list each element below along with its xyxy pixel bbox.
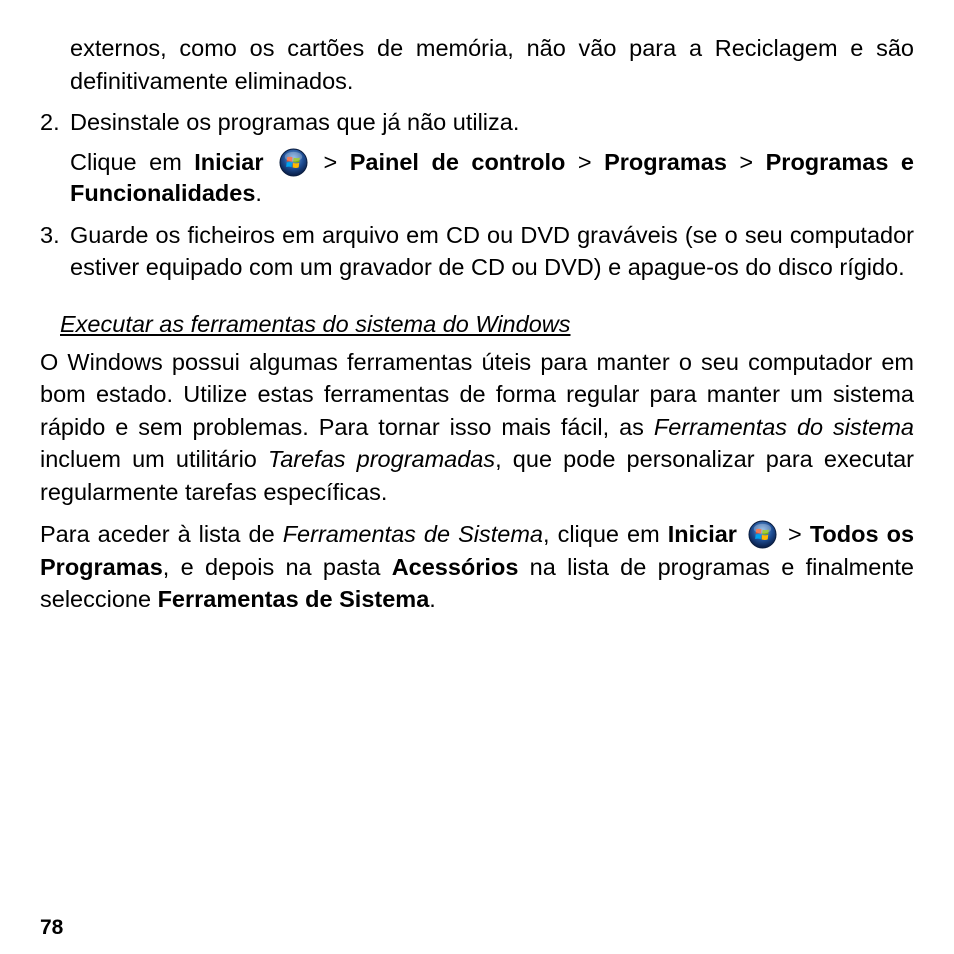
programas-label: Programas (604, 148, 727, 175)
list-number: 3. (40, 221, 60, 248)
ferramentas-de-sistema-label: Ferramentas de Sistema (157, 586, 430, 612)
ferramentas-de-sistema-term: Ferramentas de Sistema (282, 521, 544, 547)
iniciar-label: Iniciar (194, 148, 264, 175)
list-item-text: Desinstale os programas que já não utiliza. (70, 109, 520, 135)
list-item-2 (40, 106, 914, 139)
tarefas-programadas-term: Tarefas programadas (268, 446, 496, 472)
ferramentas-do-sistema-term: Ferramentas do sistema (653, 413, 915, 440)
painel-label: Painel de controlo (349, 148, 566, 175)
iniciar-label: Iniciar (667, 521, 737, 547)
continuation-text: externos, como os cartões de memória, não vão para a Reciclagem e são definitivamente eliminados. (70, 35, 914, 94)
section-heading: Executar as ferramentas do sistema do Windows (60, 310, 571, 337)
windows-start-orb-icon (748, 520, 777, 549)
paragraph-tools: O Windows possui algumas ferramentas úteis para manter o seu computador em bom estado. Utilize estas ferramentas de forma regular para manter um sistema rápido e sem problemas. Para tornar isso mais fácil, as Ferramentas do sistema incluem um utilitário Tarefas programadas, que pode personalizar para executar regularmente tarefas específicas. (40, 348, 915, 505)
page-number: 78 (40, 916, 64, 939)
todos-os-programas-label: Todos os Programas (40, 521, 915, 580)
list-item-3 (40, 219, 914, 284)
acessorios-label: Acessórios (391, 553, 519, 580)
paragraph-continuation (70, 32, 914, 97)
list-number: 2. (40, 109, 60, 135)
windows-start-orb-icon (279, 148, 308, 177)
document-page (40, 32, 914, 616)
list-item-text: Guarde os ficheiros em arquivo em CD ou DVD graváveis (se o seu computador estiver equipado com um gravador de CD ou DVD) e apague-os do disco rígido. (70, 221, 914, 280)
instruction-line: Clique em Iniciar > Painel de controlo > Programas > Programas e Funcionalidades. (70, 148, 914, 206)
paragraph-access: Para aceder à lista de Ferramentas de Sistema, clique em Iniciar > Todos os Programas, e depois na pasta Acessórios na lista de programas e finalmente seleccione Ferramentas de Sistema. (40, 521, 915, 612)
programas-funcionalidades-label: Programas e Funcionalidades (70, 148, 914, 206)
